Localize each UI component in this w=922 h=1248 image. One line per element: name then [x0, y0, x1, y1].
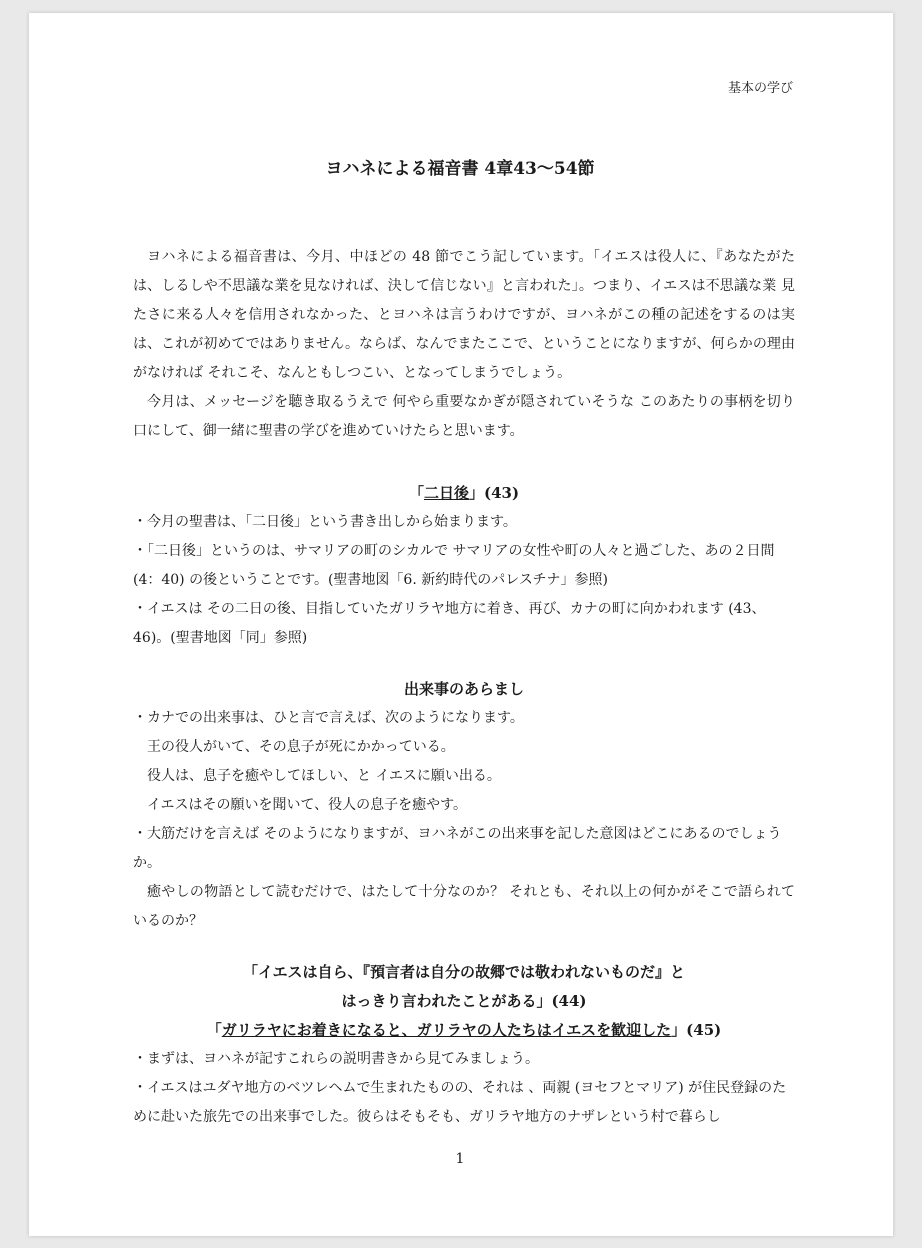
heading-open-bracket: 「	[408, 484, 424, 502]
quote-open-bracket: 「	[206, 1021, 222, 1039]
intro-section	[133, 243, 795, 446]
quote-heading-line-3	[133, 1016, 795, 1045]
page-number: 1	[455, 1151, 465, 1167]
indented-line: 役人は、息子を癒やしてほしい、と イエスに願い出る。	[147, 768, 501, 784]
question-paragraph: 癒やしの物語として読むだけで、はたして十分なのか？ それとも、それ以上の何かがそこで語られているのか？	[133, 884, 795, 929]
section-heading-two-days	[133, 479, 795, 508]
heading-close-ref: 」(43)	[468, 484, 520, 502]
page-title: ヨハネによる福音書 4章43〜54節	[325, 159, 595, 179]
quote-close-ref: 」(45)	[671, 1021, 722, 1039]
indented-line: イエスはその願いを聞いて、役人の息子を癒やす。	[147, 797, 468, 813]
list-item: ・大筋だけを言えば そのようになりますが、ヨハネがこの出来事を記した意図はどこにあるのでしょうか。	[133, 826, 782, 871]
section-heading-outline: 出来事のあらまし	[403, 680, 524, 698]
list-item: ・今月の聖書は、「二日後」という書き出しから始まります。	[133, 514, 517, 530]
list-item: ・イエスは その二日の後、目指していたガリラヤ地方に着き、再び、カナの町に向かわれます (43、46)。(聖書地図「同」参照)	[133, 601, 766, 646]
intro-paragraph-1: ヨハネによる福音書は、今月、中ほどの 48 節でこう記しています。「イエスは役人に、『あなたがたは、しるしや不思議な業を見なければ、決して信じない』と言われた」。つまり、イエスは不思議な業 見たさに来る人々を信用されなかった、とヨハネは言うわけですが、ヨハネがこの種の記述をするのは実は、これが初めてではありません。ならば、なんでまたここで、ということになりますが、何らかの理由がなければ それこそ、なんともしつこい、となってしまうでしょう。	[133, 249, 795, 381]
document-page	[29, 13, 893, 1236]
heading-underlined-text: 二日後	[423, 484, 469, 502]
intro-paragraph-2: 今月は、メッセージを聴き取るうえで 何やら重要なかぎが隠されていそうな このあたりの事柄を切り口にして、御一緒に聖書の学びを進めていけたらと思います。	[133, 394, 795, 439]
list-item: ・イエスはユダヤ地方のベツレヘムで生まれたものの、それは 、両親 (ヨセフとマリア) が住民登録のために赴いた旅先での出来事でした。彼らはそもそも、ガリラヤ地方のナザレという村で暮らし	[133, 1080, 787, 1125]
list-item: ・まずは、ヨハネが記すこれらの説明書きから見てみましょう。	[133, 1051, 539, 1067]
quote-heading-line-1: 「イエスは自ら、『預言者は自分の故郷では敬われないものだ』と	[243, 963, 685, 981]
quote-underlined-text: ガリラヤにお着きになると、ガリラヤの人たちはイエスを歓迎した	[221, 1021, 672, 1039]
list-item: ・「二日後」というのは、サマリアの町のシカルで サマリアの女性や町の人々と過ごした、あの２日間 (4：40) の後ということです。(聖書地図「6. 新約時代のパレスチナ」参照)	[133, 543, 775, 588]
section-quotes	[133, 958, 795, 1132]
section-outline	[133, 675, 795, 936]
running-header: 基本の学び	[727, 81, 793, 96]
section-two-days-later	[133, 479, 795, 653]
indented-line: 王の役人がいて、その息子が死にかかっている。	[147, 739, 455, 755]
list-item: ・カナでの出来事は、ひと言で言えば、次のようになります。	[133, 710, 524, 726]
quote-heading-line-2: はっきり言われたことがある」(44)	[341, 992, 587, 1010]
